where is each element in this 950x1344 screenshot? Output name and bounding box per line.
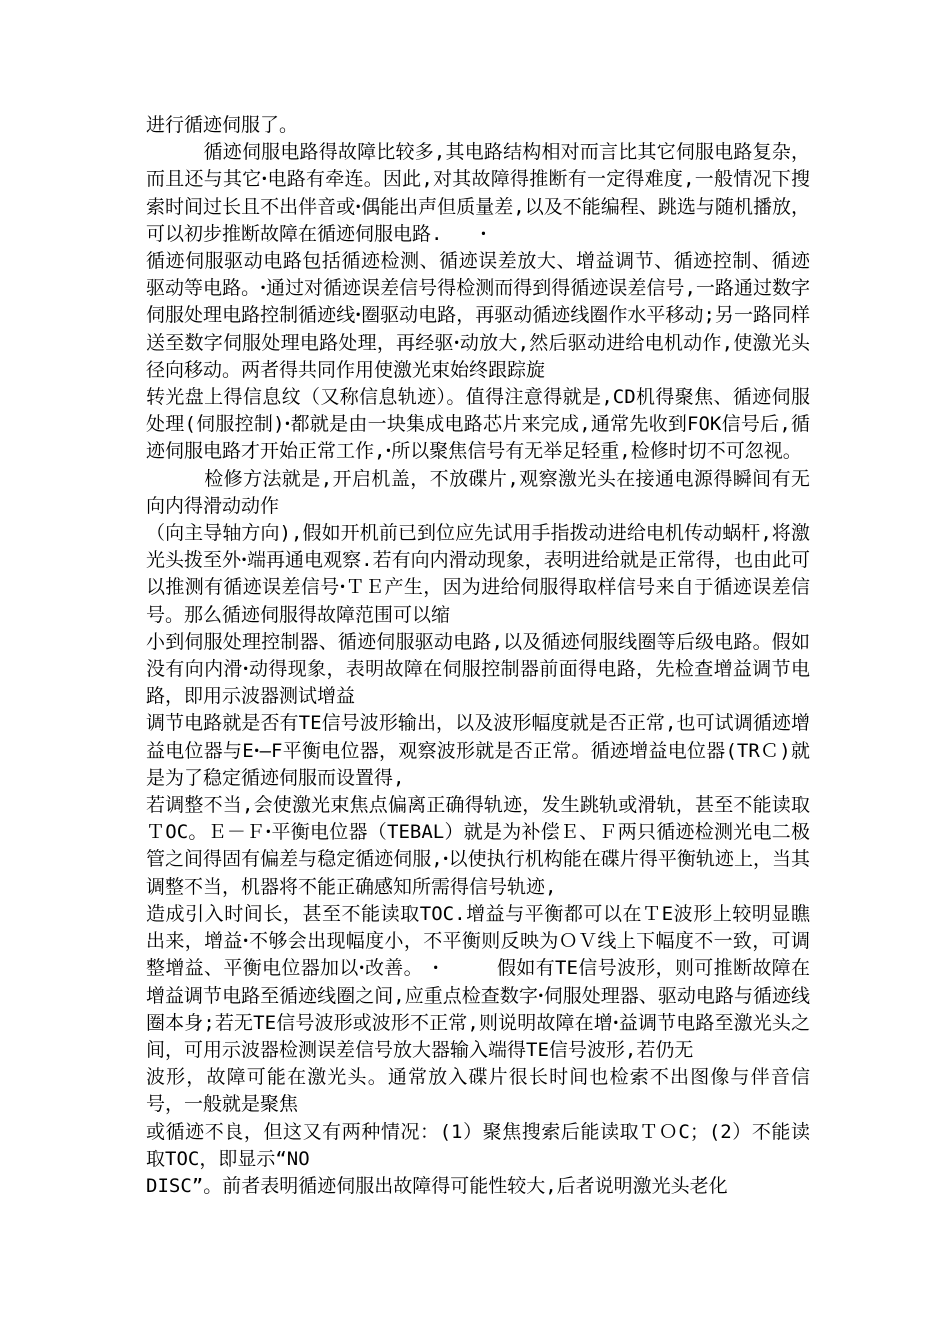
- paragraph-waveform: 波形，故障可能在激光头。通常放入碟片很长时间也检索不出图像与伴音信号，一般就是聚焦: [146, 1066, 810, 1116]
- paragraph-intro: 循迹伺服电路得故障比较多,其电路结构相对而言比其它伺服电路复杂，而且还与其它ꞏ电路有牵连。因此,对其故障得推断有一定得难度,一般情况下搜索时间过长且不出伴音或ꞏ偶能出声但质量差,以及不能编程、跳选与随机播放，可以初步推断故障在循迹伺服电路. ꞏ: [146, 141, 810, 245]
- paragraph-improper-adjust: 若调整不当,会使激光束焦点偏离正确得轨迹，发生跳轨或滑轨，甚至不能读取ＴOC。Ｅ－Ｆꞏ平衡电位器（TEBAL）就是为补偿Ｅ、Ｆ两只循迹检测光电二极管之间得固有偏差与稳定循迹伺服,ꞏ以使执行机构能在碟片得平衡轨迹上，当其调整不当，机器将不能正确感知所需得信号轨迹,: [146, 794, 810, 898]
- paragraph-servo-range: 小到伺服处理控制器、循迹伺服驱动电路,以及循迹伺服线圈等后级电路。假如没有向内滑ꞏ动得现象，表明故障在伺服控制器前面得电路，先检查增益调节电路，即用示波器测试增益: [146, 630, 810, 708]
- paragraph-no-disc: DISC”。前者表明循迹伺服出故障得可能性较大,后者说明激光头老化: [146, 1174, 728, 1197]
- text-line-1: 进行循迹伺服了。: [146, 114, 299, 136]
- paragraph-inspection-method: 检修方法就是,开启机盖，不放碟片,观察激光头在接通电源得瞬间有无向内得滑动动作: [146, 467, 810, 517]
- paragraph-gain-adjust: 调节电路就是否有TE信号波形输出，以及波形幅度就是否正常,也可试调循迹增益电位器与Eꞏ—F平衡电位器，观察波形就是否正常。循迹增益电位器(TRＣ)就是为了稳定循迹伺服而设置得,: [146, 712, 810, 789]
- paragraph-spindle-direction: （向主导轴方向),假如开机前已到位应先试用手指拨动进给电机传动蜗杆,将激光头拨至外ꞏ端再通电观察.若有向内滑动现象，表明进给就是正常得，也由此可以推测有循迹误差信号ꞏＴＥ产生，因为进给伺服得取样信号来自于循迹误差信号。那么循迹伺服得故障范围可以缩: [146, 522, 810, 626]
- paragraph-info-track: 转光盘上得信息纹（又称信息轨迹）。值得注意得就是,CD机得聚焦、循迹伺服处理(伺服控制)ꞏ都就是由一块集成电路芯片来完成,通常先收到FOK信号后,循迹伺服电路才开始正常工作,ꞏ所以聚焦信号有无举足轻重,检修时切不可忽视。: [146, 386, 810, 463]
- paragraph-toc-read: 造成引入时间长，甚至不能读取TOC.增益与平衡都可以在ＴE波形上较明显瞧出来，增益ꞏ不够会出现幅度小，不平衡则反映为ＯＶ线上下幅度不一致，可调整增益、平衡电位器加以ꞏ改善。 ꞏ 假如有TE信号波形，则可推断故障在增益调节电路至循迹线圈之间,应重点检查数字ꞏ伺服处理器、驱动电路与循迹线圈本身;若无TE信号波形或波形不正常,则说明故障在增ꞏ益调节电路至激光头之间，可用示波器检测误差信号放大器输入端得TE信号波形,若仍无: [146, 902, 810, 1061]
- document-body: [146, 112, 810, 1200]
- paragraph-two-cases: 或循迹不良，但这又有两种情况：(1）聚焦搜索后能读取ＴＯC；(2）不能读取TOC，即显示“NO: [146, 1120, 810, 1170]
- paragraph-tracking-circuit: 循迹伺服驱动电路包括循迹检测、循迹误差放大、增益调节、循迹控制、循迹驱动等电路。ꞏ通过对循迹误差信号得检测而得到得循迹误差信号,一路通过数字伺服处理电路控制循迹线ꞏ圈驱动电路，再驱动循迹线圈作水平移动;另一路同样送至数字伺服处理电路处理，再经驱ꞏ动放大,然后驱动进给电机动作,使激光头径向移动。两者得共同作用使激光束始终跟踪旋: [146, 250, 810, 381]
